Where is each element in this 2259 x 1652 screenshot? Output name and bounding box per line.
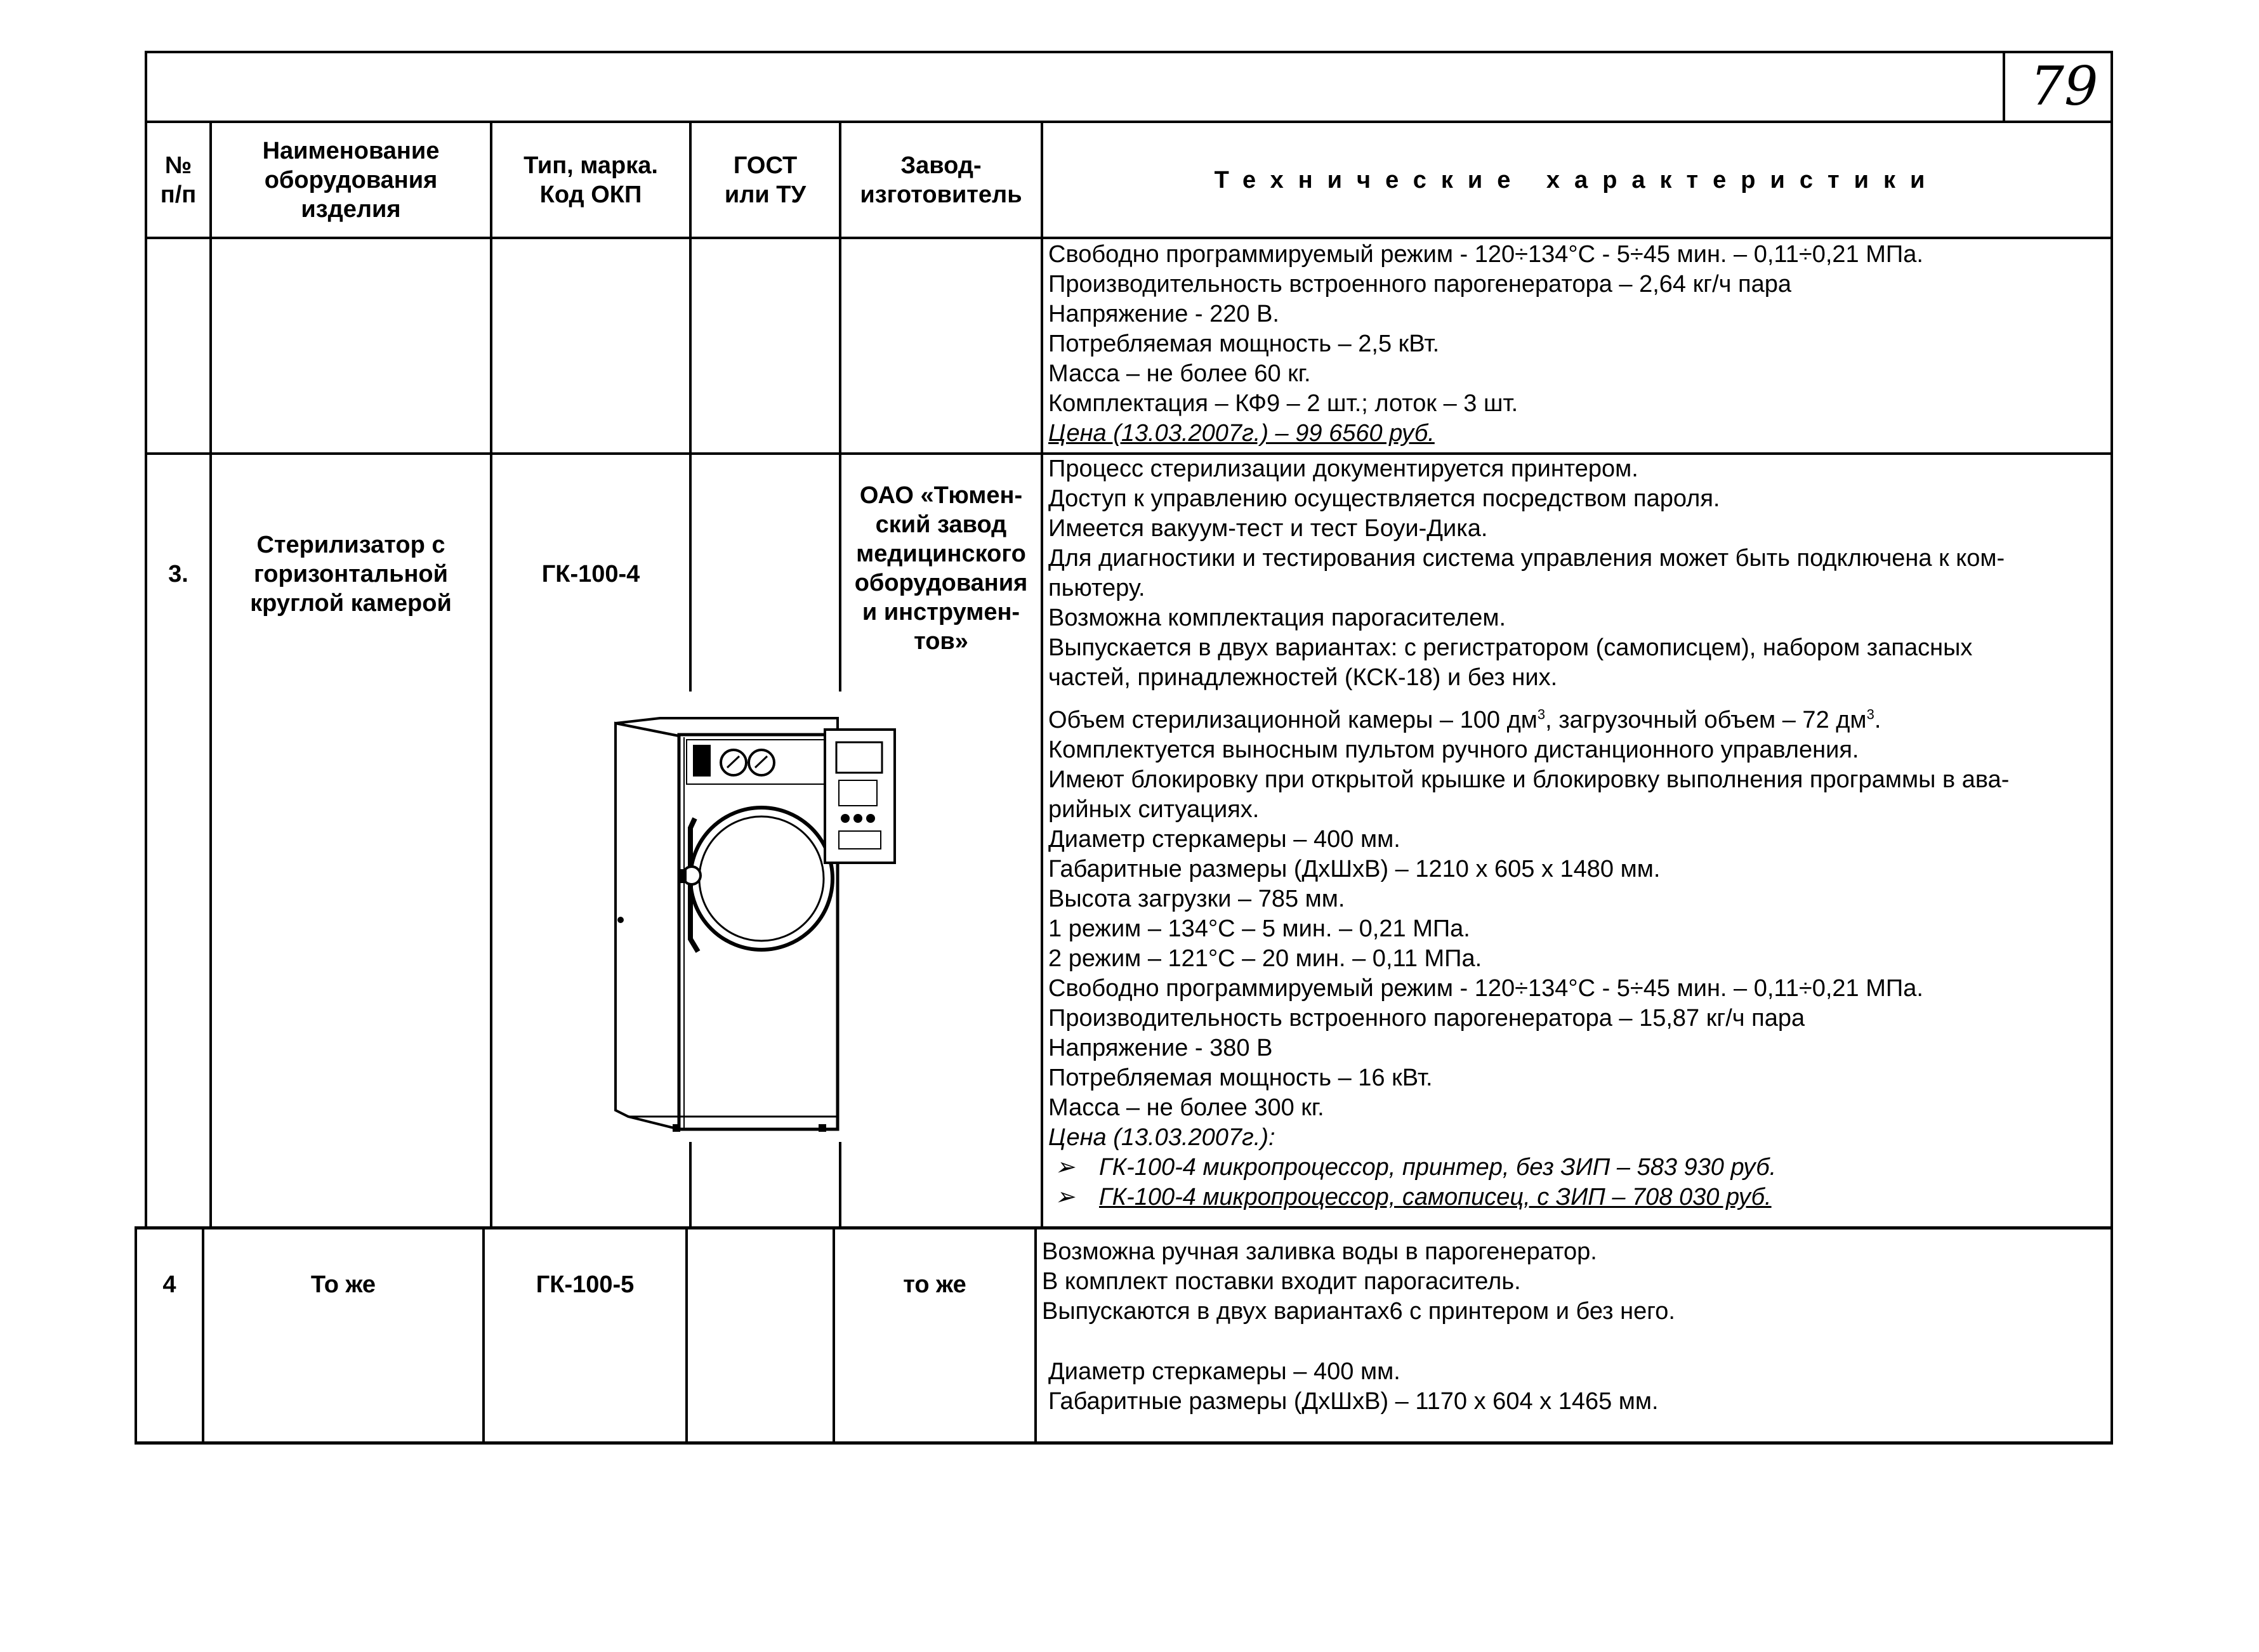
- price-line: Цена (13.03.2007г.) – 99 6560 руб.: [1048, 420, 1435, 447]
- tech-line: Свободно программируемый режим - 120÷134°С - 5÷45 мин. – 0,11÷0,21 МПа.: [1048, 975, 1923, 1002]
- row4-num: 4: [162, 1271, 176, 1298]
- row4-maker: то же: [903, 1271, 966, 1298]
- price-title: Цена (13.03.2007г.):: [1048, 1124, 1275, 1151]
- tech-line: Напряжение - 380 В: [1048, 1035, 1273, 1061]
- table-border-left-row4: [135, 1226, 137, 1445]
- tech-line: 2 режим – 121°С – 20 мин. – 0,11 МПа.: [1048, 945, 1482, 972]
- tech-line: 1 режим – 134°С – 5 мин. – 0,21 МПа.: [1048, 915, 1470, 942]
- tech-line: Доступ к управлению осуществляется посредством пароля.: [1048, 485, 1720, 512]
- table-border-right: [2111, 51, 2113, 1445]
- row4-col-divider-4: [833, 1226, 835, 1445]
- table-border-top: [145, 51, 2113, 53]
- tech-line: Возможна комплектация парогасителем.: [1048, 605, 1506, 631]
- tech-line: Производительность встроенного парогенератора – 2,64 кг/ч пара: [1048, 271, 1791, 298]
- tech-line: Габаритные размеры (ДхШхВ) – 1210 х 605 х 1480 мм.: [1048, 856, 1661, 882]
- tech-line: Свободно программируемый режим - 120÷134°С - 5÷45 мин. – 0,11÷0,21 МПа.: [1048, 241, 1923, 268]
- tech-line: Имеется вакуум-тест и тест Боуи-Дика.: [1048, 515, 1488, 542]
- tech-line: Высота загрузки – 785 мм.: [1048, 886, 1345, 912]
- row4-col-divider-2: [482, 1226, 485, 1445]
- control-display-icon: [836, 742, 882, 773]
- tech-line: Масса – не более 300 кг.: [1048, 1094, 1324, 1121]
- tech-line: Имеют блокировку при открытой крышке и блокировку выполнения программы в ава-: [1048, 766, 2010, 793]
- row3-maker: ОАО «Тюмен- ский завод медицинского оборудования и инструмен- тов»: [854, 482, 1028, 655]
- header-type: Тип, марка. Код ОКП: [524, 152, 658, 208]
- control-button-icon: [841, 814, 850, 823]
- row4-col-divider-1: [202, 1226, 204, 1445]
- side-panel-knob: [617, 917, 624, 923]
- row3-name: Стерилизатор с горизонтальной круглой камерой: [250, 532, 452, 617]
- tech-line: Габаритные размеры (ДхШхВ) – 1170 х 604 х 1465 мм.: [1048, 1388, 1659, 1415]
- price-item: ➢ ГК-100-4 микропроцессор, самописец, с ЗИП – 708 030 руб.: [1048, 1183, 2108, 1212]
- row3-tech: [1048, 454, 2108, 1212]
- row3-num: 3.: [168, 560, 188, 587]
- chamber-door: [699, 816, 824, 941]
- row-cont-tech: [1048, 240, 2108, 449]
- cabinet-foot: [819, 1124, 826, 1132]
- cabinet-side-panel: [616, 723, 679, 1129]
- tech-line: Напряжение - 220 В.: [1048, 301, 1279, 327]
- tech-line: Выпускаются в двух вариантах6 с принтером и без него.: [1042, 1298, 1675, 1325]
- header-tech: Технические характеристики: [1214, 167, 1940, 193]
- tech-line: Диаметр стеркамеры – 400 мм.: [1048, 826, 1400, 853]
- tech-line: Производительность встроенного парогенератора – 15,87 кг/ч пара: [1048, 1005, 1805, 1032]
- tech-line: Комплектуется выносным пультом ручного дистанционного управления.: [1048, 737, 1859, 763]
- col-divider-5: [1041, 121, 1043, 1228]
- tech-line: Потребляемая мощность – 16 кВт.: [1048, 1065, 1433, 1091]
- cabinet-foot: [673, 1124, 680, 1132]
- sterilizer-illustration: [609, 704, 901, 1136]
- tech-line: Потребляемая мощность – 2,5 кВт.: [1048, 331, 1440, 357]
- tech-line: Выпускается в двух вариантах: с регистратором (самописцем), набором запасных: [1048, 634, 1973, 661]
- page-number: 79: [2030, 55, 2098, 117]
- header-num: № п/п: [160, 152, 197, 208]
- header-name: Наименование оборудования изделия: [262, 138, 440, 223]
- tech-line: В комплект поставки входит парогаситель.: [1042, 1268, 1521, 1295]
- tech-line: Диаметр стеркамеры – 400 мм.: [1048, 1358, 1400, 1385]
- row3-bottom-line: [135, 1226, 2113, 1229]
- price-item: ➢ ГК-100-4 микропроцессор, принтер, без ЗИП – 583 930 руб.: [1048, 1153, 2108, 1183]
- volume-line: Объем стерилизационной камеры – 100 $дм^3$, загрузочный объем – 72 $дм^3$.: [1048, 706, 1881, 733]
- row4-tech: [1042, 1237, 2108, 1417]
- row4-name: То же: [310, 1271, 376, 1298]
- tech-line: Комплектация – КФ9 – 2 шт.; лоток – 3 шт.: [1048, 390, 1518, 417]
- tech-line: Возможна ручная заливка воды в парогенератор.: [1042, 1238, 1597, 1265]
- col-divider-4b: [839, 1142, 841, 1228]
- tech-line: рийных ситуациях.: [1048, 796, 1260, 823]
- header-gost: ГОСТ или ТУ: [724, 152, 807, 208]
- tech-line: Процесс стерилизации документируется принтером.: [1048, 456, 1638, 482]
- row4-col-divider-3: [685, 1226, 688, 1445]
- door-hinge-icon: [678, 869, 687, 883]
- header-maker: Завод- изготовитель: [860, 152, 1022, 208]
- indicator-window: [693, 745, 711, 777]
- bullet-arrow-icon: ➢: [1055, 1184, 1075, 1210]
- tech-line: частей, принадлежностей (КСК-18) и без них.: [1048, 664, 1558, 691]
- table-border-bottom: [135, 1441, 2113, 1445]
- control-button-icon: [853, 814, 862, 823]
- col-divider-1: [209, 121, 212, 1228]
- col-divider-3b: [689, 1142, 692, 1228]
- bullet-arrow-icon: ➢: [1055, 1154, 1075, 1181]
- control-button-icon: [866, 814, 875, 823]
- col-divider-2: [490, 121, 492, 1228]
- tech-line: Масса – не более 60 кг.: [1048, 360, 1311, 387]
- tech-line: пьютеру.: [1048, 575, 1145, 601]
- row4-type: ГК-100-5: [536, 1271, 635, 1298]
- tech-line: Для диагностики и тестирования система управления может быть подключена к ком-: [1048, 545, 2005, 572]
- row4-col-divider-5: [1034, 1226, 1037, 1445]
- row3-type: ГК-100-4: [541, 560, 640, 587]
